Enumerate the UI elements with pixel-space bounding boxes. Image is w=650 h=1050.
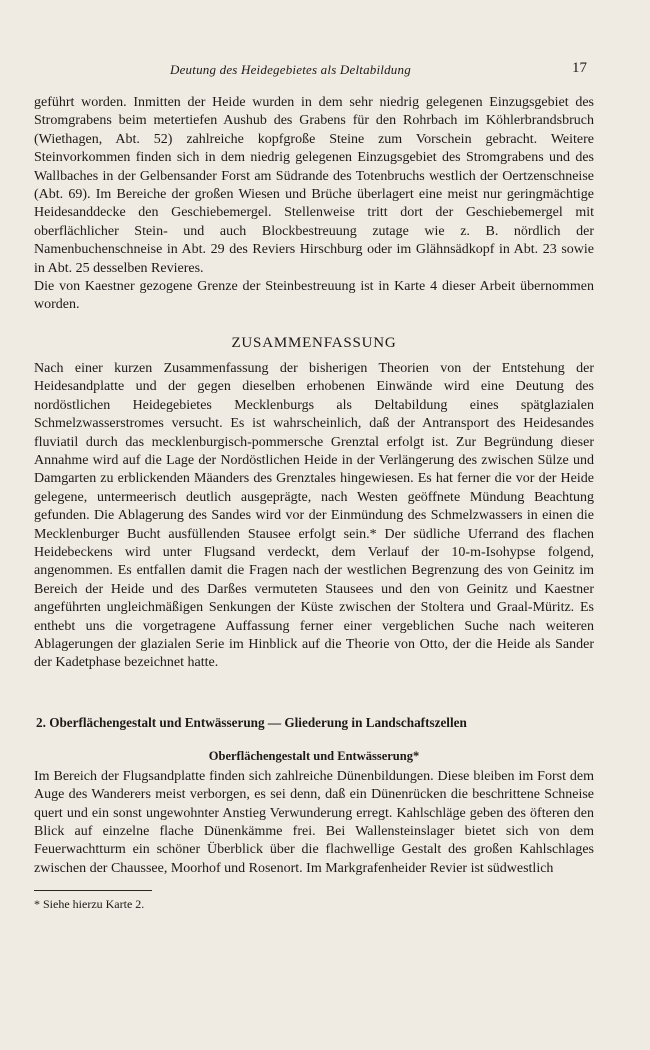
paragraph-duenenbildungen: Im Bereich der Flugsandplatte finden sich zahlreiche Dünenbildungen. Diese bleiben im Forst dem Auge des Wanderers meist verborgen, es sei denn, daß ein Dünenrücken die beschrittene Schneise quert und ein sonst ungewohnter Anstieg Verwunderung erregt. Kahlschläge geben des öfteren den Blick auf einzelne flache Dünenkämme frei. Bei Wallensteinslager bietet sich von dem Feuerwachtturm ein schöner Überblick über die flachwellige Gestalt des großen Kahlschlages zwischen der Chaussee, Moorhof und Rosenort. Im Markgrafenheider Revier ist südwestlich xyxy=(34,768,594,876)
chapter-heading: 2. Oberflächengestalt und Entwässerung — Gliederung in Landschaftszellen xyxy=(36,714,467,730)
page-header xyxy=(0,60,650,82)
paragraph-zusammenfassung: Nach einer kurzen Zusammenfassung der bisherigen Theorien von der Entstehung der Heidesandplatte und der gegen dieselben erhobenen Einwände wird eine Deutung des nordöstlichen Heidegebietes Mecklenburgs als Deltabildung eines spätglazialen Schmelzwasserstromes versucht. Es ist wahrscheinlich, daß der Antransport des Heidesandes fluviatil durch das mecklenburgisch-pommersche Grenztal erfolgt ist. Zur Begründung dieser Annahme wird auf die Lage der Nordöstlichen Heide in der Verlängerung des zwischen Sülze und Damgarten zu erblickenden Mäanders des Grenztales hingewiesen. Es hat ferner die vor der Heide gelegene, untermeerisch deutlich ausgeprägte, nach Westen geöffnete Mündung Beachtung gefunden. Die Ablagerung des Sandes wird vor der Einmündung des Schmelzwassers in einen die Mecklenburger Bucht ausfüllenden Stausee erfolgt sein.* Der südliche Uferrand des flachen Heidebeckens wird unter Flugsand verdeckt, dem Verlauf der 10-m-Isohypse folgend, angenommen. Es entfallen damit die Fragen nach der westlichen Begrenzung des von Geinitz im Bereich der Heide und des Darßes vermuteten Stausees und den von Geinitz und Kaestner angeführten ungleichmäßigen Senkungen der Küste zwischen der Stoltera und Graal-Müritz. Es enthebt uns die vorgetragene Auffassung ferner einer vergeblichen Suche nach weiteren Ablagerungen der glazialen Serie im Hinblick auf die Theorie von Otto, der die Heide als Sander der Kadetphase bezeichnet hatte. xyxy=(34,360,594,671)
footnote-divider xyxy=(34,890,152,891)
page-number: 17 xyxy=(572,60,587,76)
subsection-heading: Oberflächengestalt und Entwässerung* xyxy=(208,748,420,763)
paragraph-steinvorkommen: geführt worden. Inmitten der Heide wurden in dem sehr niedrig gelegenen Einzugsgebiet des Stromgrabens beim metertiefen Aushub des Grabens für den Rohrbach im Köhlerbrandsbruch (Wiethagen, Abt. 52) zahlreiche kopfgroße Steine zum Vorschein gebracht. Weitere Steinvorkommen finden sich in dem niedrig gelegenen Einzugsgebiet des Stromgrabens und des Wallbaches in der Gelbensander Forst am Südrande des Totenbruchs westlich der Oertzenschneise (Abt. 69). Im Bereiche der großen Wiesen und Brüche überlagert eine meist nur geringmächtige Heidesanddecke den Geschiebemergel. Stellenweise tritt dort der Geschiebemergel mit oberflächlicher Stein- und auch Blockbestreuung zutage wie z. B. nördlich der Namenbuchenschneise in Abt. 29 des Reviers Hirschburg oder im Glähnsädkopf in Abt. 23 sowie in Abt. 25 desselben Revieres. xyxy=(34,95,594,276)
section-heading-zusammenfassung: ZUSAMMENFASSUNG xyxy=(231,334,397,351)
running-title: Deutung des Heidegebietes als Deltabildung xyxy=(170,62,411,77)
footnote: * Siehe hierzu Karte 2. xyxy=(34,897,145,912)
paragraph-kaestner-grenze: Die von Kaestner gezogene Grenze der Steinbestreuung ist in Karte 4 dieser Arbeit übernommen worden. xyxy=(34,279,594,313)
page-body xyxy=(34,94,594,912)
